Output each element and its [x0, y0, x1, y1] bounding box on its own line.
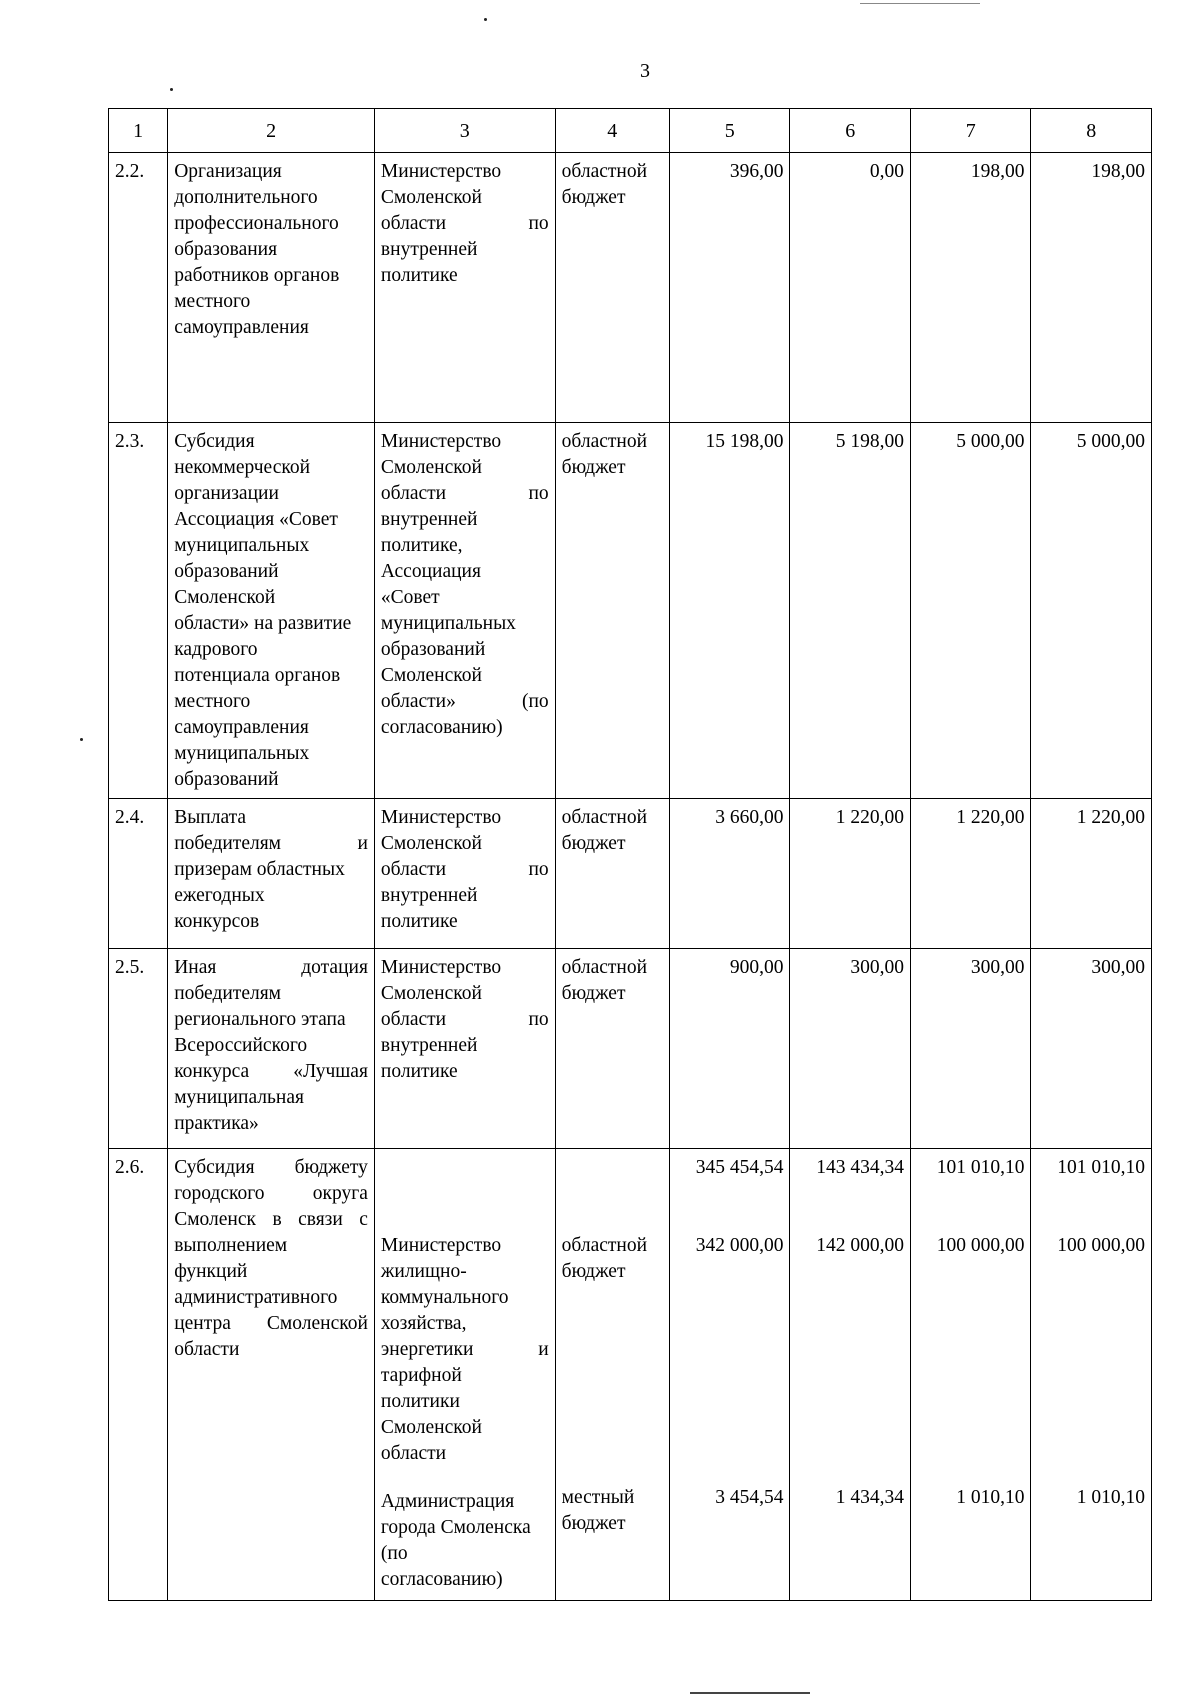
- word: (по: [521, 691, 549, 712]
- text-line: Министерство: [380, 431, 502, 452]
- text-line: внутренней: [380, 1035, 478, 1056]
- text-line: Всероссийского: [174, 1035, 308, 1056]
- text-line: Субсидия: [174, 431, 255, 452]
- word: победителям: [174, 833, 282, 854]
- text-line: [174, 831, 368, 857]
- row-number: 2.2.: [109, 153, 168, 423]
- funding-source: областной бюджет: [555, 153, 669, 423]
- word: по: [528, 213, 549, 234]
- value-col-6: 1 220,00: [790, 799, 911, 949]
- text-line: [174, 1311, 368, 1337]
- value-col-6: 300,00: [790, 949, 911, 1149]
- text-line: практика»: [174, 1113, 259, 1134]
- text-line: муниципальная: [174, 1087, 304, 1108]
- word: в: [272, 1209, 282, 1230]
- executor: [374, 1149, 555, 1601]
- text-line: работников органов: [174, 265, 340, 286]
- row-number: 2.3.: [109, 423, 168, 799]
- text-line: Смоленской: [380, 833, 482, 854]
- text-line: местного: [174, 291, 251, 312]
- funding-source: областной бюджет: [555, 949, 669, 1149]
- text-line: Смоленской: [380, 1417, 482, 1438]
- word: области»: [380, 691, 456, 712]
- header-col-5: 5: [669, 109, 790, 153]
- funding-source: областной бюджет: [555, 423, 669, 799]
- value-col-8: 1 220,00: [1031, 799, 1152, 949]
- word: и: [538, 1339, 549, 1360]
- word: округа: [312, 1183, 368, 1204]
- funding-source-regional: областной бюджет: [561, 1235, 648, 1282]
- word: области: [380, 483, 447, 504]
- value-local: 1 434,34: [835, 1487, 904, 1508]
- table-row: [109, 949, 1152, 1149]
- word: Субсидия: [174, 1157, 255, 1178]
- text-line: конкурсов: [174, 911, 260, 932]
- funding-source-local: местный бюджет: [561, 1487, 635, 1534]
- value-total: 101 010,10: [1057, 1157, 1145, 1178]
- value-regional: 342 000,00: [695, 1235, 784, 1256]
- text-line: области: [174, 1339, 240, 1360]
- value-col-7: [910, 1149, 1031, 1601]
- word: с: [359, 1209, 368, 1230]
- text-line: функций: [174, 1261, 248, 1282]
- activity-name: [168, 949, 375, 1149]
- value-col-7: 5 000,00: [910, 423, 1031, 799]
- text-line: области: [380, 1443, 447, 1464]
- activity-name: [168, 153, 375, 423]
- value-col-6: 5 198,00: [790, 423, 911, 799]
- header-col-6: 6: [790, 109, 911, 153]
- text-line: призерам областных: [174, 859, 345, 880]
- text-line: [381, 857, 549, 883]
- text-line: [174, 1155, 368, 1181]
- executor: [374, 799, 555, 949]
- word: связи: [298, 1209, 343, 1230]
- text-line: области» на развитие: [174, 613, 352, 634]
- word: Смоленской: [266, 1313, 368, 1334]
- text-line: победителям: [174, 983, 282, 1004]
- word: по: [528, 859, 549, 880]
- text-line: согласованию): [380, 1569, 503, 1590]
- value-col-7: 198,00: [910, 153, 1031, 423]
- word: бюджету: [294, 1157, 368, 1178]
- text-line: муниципальных: [380, 613, 516, 634]
- text-line: административного: [174, 1287, 338, 1308]
- spacer: [381, 1467, 549, 1489]
- word: области: [380, 859, 447, 880]
- word: Иная: [174, 957, 217, 978]
- value-col-5: 900,00: [669, 949, 790, 1149]
- text-line: [381, 1007, 549, 1033]
- header-col-8: 8: [1031, 109, 1152, 153]
- value-col-5: 15 198,00: [669, 423, 790, 799]
- text-line: самоуправления: [174, 717, 309, 738]
- value-regional: 100 000,00: [936, 1235, 1025, 1256]
- value-local: 1 010,10: [1076, 1487, 1145, 1508]
- text-line: (по: [380, 1543, 408, 1564]
- value-col-5: 396,00: [669, 153, 790, 423]
- word: городского: [174, 1183, 265, 1204]
- text-line: политике,: [380, 535, 463, 556]
- value-col-7: 1 220,00: [910, 799, 1031, 949]
- activity-name: [168, 799, 375, 949]
- value-regional: 142 000,00: [816, 1235, 904, 1256]
- text-line: Министерство: [380, 161, 502, 182]
- text-line: Ассоциация «Совет: [174, 509, 338, 530]
- scan-edge-noise: [860, 3, 980, 4]
- value-col-5: 3 660,00: [669, 799, 790, 949]
- text-line: [174, 1181, 368, 1207]
- value-col-8: [1031, 1149, 1152, 1601]
- value-total: 345 454,54: [695, 1157, 784, 1178]
- text-line: профессионального: [174, 213, 339, 234]
- value-local: 1 010,10: [956, 1487, 1025, 1508]
- text-line: Смоленской: [174, 587, 276, 608]
- text-line: Министерство: [380, 807, 502, 828]
- text-line: образований: [174, 769, 279, 790]
- text-line: внутренней: [380, 239, 478, 260]
- word: «Лучшая: [293, 1061, 368, 1082]
- text-line: Министерство: [380, 1235, 502, 1256]
- text-line: регионального этапа: [174, 1009, 346, 1030]
- value-local: 3 454,54: [715, 1487, 784, 1508]
- text-line: Ассоциация: [380, 561, 481, 582]
- text-line: [381, 1337, 549, 1363]
- text-line: политике: [380, 911, 458, 932]
- text-line: организации: [174, 483, 279, 504]
- page-number: 3: [640, 60, 650, 82]
- table-row: [109, 153, 1152, 423]
- text-line: дополнительного: [174, 187, 318, 208]
- text-line: жилищно-: [380, 1261, 467, 1282]
- text-line: [381, 481, 549, 507]
- text-line: муниципальных: [174, 743, 310, 764]
- text-line: Смоленской: [380, 665, 482, 686]
- value-total: 101 010,10: [936, 1157, 1025, 1178]
- text-line: политике: [380, 265, 458, 286]
- text-line: Смоленской: [380, 983, 482, 1004]
- table-row: [109, 423, 1152, 799]
- text-line: [381, 689, 549, 715]
- text-line: тарифной: [380, 1365, 462, 1386]
- word: и: [357, 833, 368, 854]
- text-line: Организация: [174, 161, 282, 182]
- scan-speck: [484, 18, 487, 21]
- text-line: согласованию): [380, 717, 503, 738]
- text-line: муниципальных: [174, 535, 310, 556]
- executor: [374, 949, 555, 1149]
- row-number: 2.6.: [109, 1149, 168, 1601]
- program-table: [108, 108, 1152, 1601]
- scan-speck: [170, 88, 173, 91]
- word: области: [380, 1009, 447, 1030]
- value-total: 143 434,34: [816, 1157, 904, 1178]
- table-row: [109, 1149, 1152, 1601]
- scan-edge-noise: [690, 1692, 810, 1694]
- text-line: ежегодных: [174, 885, 265, 906]
- value-col-6: 0,00: [790, 153, 911, 423]
- text-line: [381, 211, 549, 237]
- value-col-6: [790, 1149, 911, 1601]
- text-line: «Совет: [380, 587, 440, 608]
- table-row: [109, 799, 1152, 949]
- text-line: хозяйства,: [380, 1313, 467, 1334]
- text-line: Администрация: [380, 1491, 515, 1512]
- word: области: [380, 213, 447, 234]
- header-col-2: 2: [168, 109, 375, 153]
- value-col-7: 300,00: [910, 949, 1031, 1149]
- scan-speck: [80, 738, 83, 741]
- value-col-8: 300,00: [1031, 949, 1152, 1149]
- text-line: [174, 1207, 368, 1233]
- text-line: Смоленской: [380, 457, 482, 478]
- text-line: самоуправления: [174, 317, 309, 338]
- text-line: внутренней: [380, 885, 478, 906]
- word: конкурса: [174, 1061, 250, 1082]
- text-line: [174, 1059, 368, 1085]
- row-number: 2.5.: [109, 949, 168, 1149]
- text-line: Выплата: [174, 807, 247, 828]
- value-col-8: 5 000,00: [1031, 423, 1152, 799]
- text-line: выполнением: [174, 1235, 288, 1256]
- text-line: местного: [174, 691, 251, 712]
- word: Смоленск: [174, 1209, 256, 1230]
- value-col-8: 198,00: [1031, 153, 1152, 423]
- text-line: образования: [174, 239, 278, 260]
- activity-name: [168, 423, 375, 799]
- text-line: коммунального: [380, 1287, 509, 1308]
- text-line: города Смоленска: [380, 1517, 531, 1538]
- text-line: внутренней: [380, 509, 478, 530]
- value-col-5: [669, 1149, 790, 1601]
- word: центра: [174, 1313, 231, 1334]
- text-line: образований: [380, 639, 486, 660]
- word: по: [528, 1009, 549, 1030]
- value-regional: 100 000,00: [1057, 1235, 1145, 1256]
- header-col-1: 1: [109, 109, 168, 153]
- funding-source: [555, 1149, 669, 1601]
- text-line: образований: [174, 561, 279, 582]
- text-line: Министерство: [380, 957, 502, 978]
- header-row: [109, 109, 1152, 153]
- word: дотация: [301, 957, 368, 978]
- word: по: [528, 483, 549, 504]
- executor: [374, 423, 555, 799]
- text-line: политики: [380, 1391, 460, 1412]
- activity-name: [168, 1149, 375, 1601]
- text-line: политике: [380, 1061, 458, 1082]
- header-col-7: 7: [910, 109, 1031, 153]
- row-number: 2.4.: [109, 799, 168, 949]
- text-line: Смоленской: [380, 187, 482, 208]
- text-line: [174, 955, 368, 981]
- header-col-3: 3: [374, 109, 555, 153]
- funding-source: областной бюджет: [555, 799, 669, 949]
- text-line: кадрового: [174, 639, 258, 660]
- word: энергетики: [380, 1339, 474, 1360]
- executor: [374, 153, 555, 423]
- header-col-4: 4: [555, 109, 669, 153]
- text-line: потенциала органов: [174, 665, 341, 686]
- text-line: некоммерческой: [174, 457, 311, 478]
